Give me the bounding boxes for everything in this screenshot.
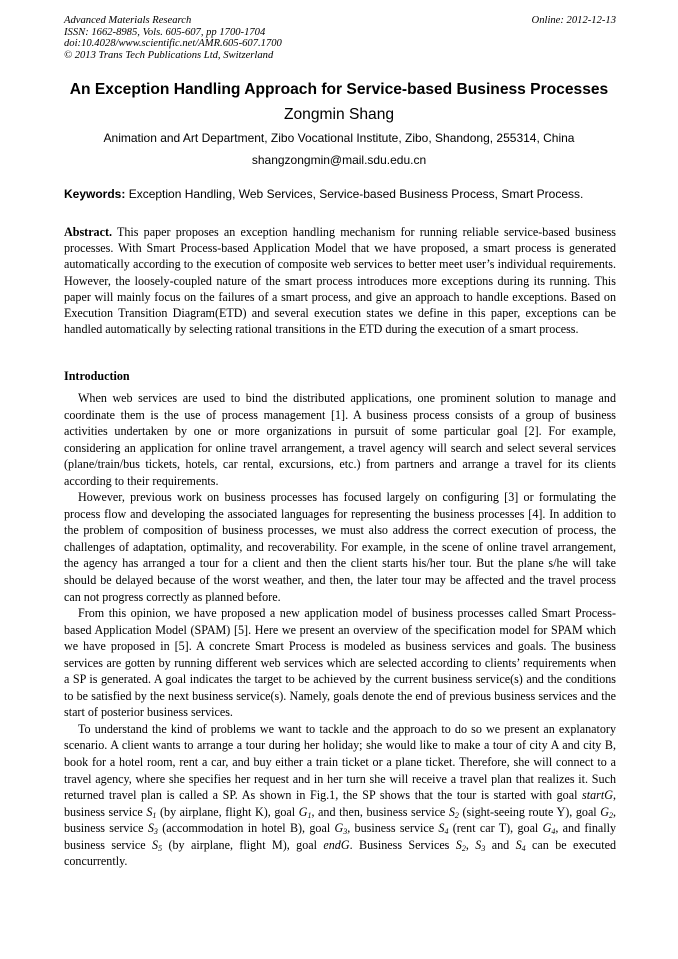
abstract xyxy=(64,224,616,337)
author-name: Zongmin Shang xyxy=(283,106,395,123)
journal-header xyxy=(64,15,616,61)
author-email: shangzongmin@mail.sdu.edu.cn xyxy=(251,153,427,167)
doi-line: doi:10.4028/www.scientific.net/AMR.605-607.1700 xyxy=(64,38,282,49)
service-S3-ref: $S_3$ xyxy=(475,837,486,853)
keywords-label: Keywords: xyxy=(64,187,126,201)
issn-line: ISSN: 1662-8985, Vols. 605-607, pp 1700-1704 xyxy=(64,26,266,38)
goal-G3: $G_3$ xyxy=(334,821,348,837)
service-S2-ref: $S_2$ xyxy=(455,837,466,853)
introduction-body xyxy=(64,390,616,870)
copyright-line: © 2013 Trans Tech Publications Ltd, Switzerland xyxy=(64,49,274,61)
journal-name: Advanced Materials Research xyxy=(64,15,192,26)
section-heading-introduction: Introduction xyxy=(64,369,130,383)
intro-paragraph-3: From this opinion, we have proposed a new application model of business processes called Smart Process-based Application Model (SPAM) [5]. Here we present an overview of the specification model for SPAM which we have proposed in [5]. A concrete Smart Process is modeled as business services and goals. The business services are gotten by running different web services which are selected according to clients’ requirements when a SP is generated. A goal indicates the target to be achieved by the current business service(s) and the conditions to be satisfied by the next business service(s). Namely, goals denote the end of previous business services and the start of posterior business services. xyxy=(64,606,616,720)
online-date: Online: 2012-12-13 xyxy=(531,15,616,26)
author-affiliation: Animation and Art Department, Zibo Vocational Institute, Zibo, Shandong, 255314, China xyxy=(103,131,575,145)
intro-paragraph-1: When web services are used to bind the distributed applications, one prominent solution to manage and coordinate them is the use of process management [1]. A business process consists of a group of business activities undertaken by one or more organizations in pursuit of some particular goal [2]. For example, considering an application for online travel arrangement, a travel agency will search and select several services (plane/train/bus tickets, hotels, car rental, excursions, etc.) from partners and arrange a travel for its clients according to their requirements. xyxy=(64,391,616,488)
service-S1: $S_1$ xyxy=(146,804,157,820)
abstract-label: Abstract. xyxy=(64,225,113,239)
service-S4-ref: $S_4$ xyxy=(515,837,526,853)
abstract-text: This paper proposes an exception handling mechanism for running reliable service-based business processes. With Smart Process-based Application Model that we have proposed, a smart process is generated automatically according to the execution of composite web services to better meet user’s individual requirements. However, the loosely-coupled nature of the smart process introduces more exceptions during its running. This paper will mainly focus on the failures of a smart process, and give an approach to handle exceptions. Based on Execution Transition Diagram(ETD) and several execution states we define in this paper, exceptions can be handled automatically by selecting rational transitions in the ETD during the execution of a smart process. xyxy=(64,225,616,337)
keywords xyxy=(64,187,616,202)
intro-paragraph-2: However, previous work on business processes has focused largely on configuring [3] or formulating the process flow and developing the associated languages for representing the business processes [4]. In addition to the problem of composition of business processes, we must also address the correct execution of process, the challenges of adaptation, optimality, and recoverability. For example, in the scene of online travel arrangement, the agency has arranged a tour for a client and then the client starts his/her tour. But the plane s/he will take should be delayed because of the worst weather, and then, the later tour may be affected and the travel process can not progress correctly as planned before. xyxy=(64,490,616,604)
paper-title: An Exception Handling Approach for Service-based Business Processes xyxy=(69,81,609,98)
service-S5: $S_5$ xyxy=(152,837,163,853)
goal-G1: $G_1$ xyxy=(298,804,312,820)
goal-G4: $G_4$ xyxy=(542,821,556,837)
goal-G2: $G_2$ xyxy=(600,804,613,820)
goal-startG: startG xyxy=(582,788,613,803)
keywords-text: Exception Handling, Web Services, Service-based Business Process, Smart Process. xyxy=(128,187,584,201)
service-S3: $S_3$ xyxy=(147,821,158,837)
intro-paragraph-4: To understand the kind of problems we want to tackle and the approach to do so we present an explanatory scenario. A client wants to arrange a tour during her holiday; she would like to make a tour of city A and city B, book for a hotel room, rent a car, and buy either a train ticket or a plane ticket. Therefore, she will connect to a travel agency, where she specifies her request and in her turn she will receive a travel plan that realizes it. Such returned travel plan is called a SP. As shown in Fig.1, the SP shows that the tour is started with goal startG, business service $S_1$ (by airplane, flight K), goal $G_1$, and then, business service $S_2$ (sight-seeing route Y), goal $G_2$, business service $S_3$ (accommodation in hotel B), goal $G_3$, business service $S_4$ (rent car T), goal $G_4$, and finally business service $S_5$ (by airplane, flight M), goal endG. Business Services $S_2$, $S_3$ and $S_4$ can be executed concurrently. xyxy=(64,721,617,869)
service-S4: $S_4$ xyxy=(438,821,449,837)
service-S2: $S_2$ xyxy=(448,804,459,820)
goal-endG: endG xyxy=(323,837,350,852)
